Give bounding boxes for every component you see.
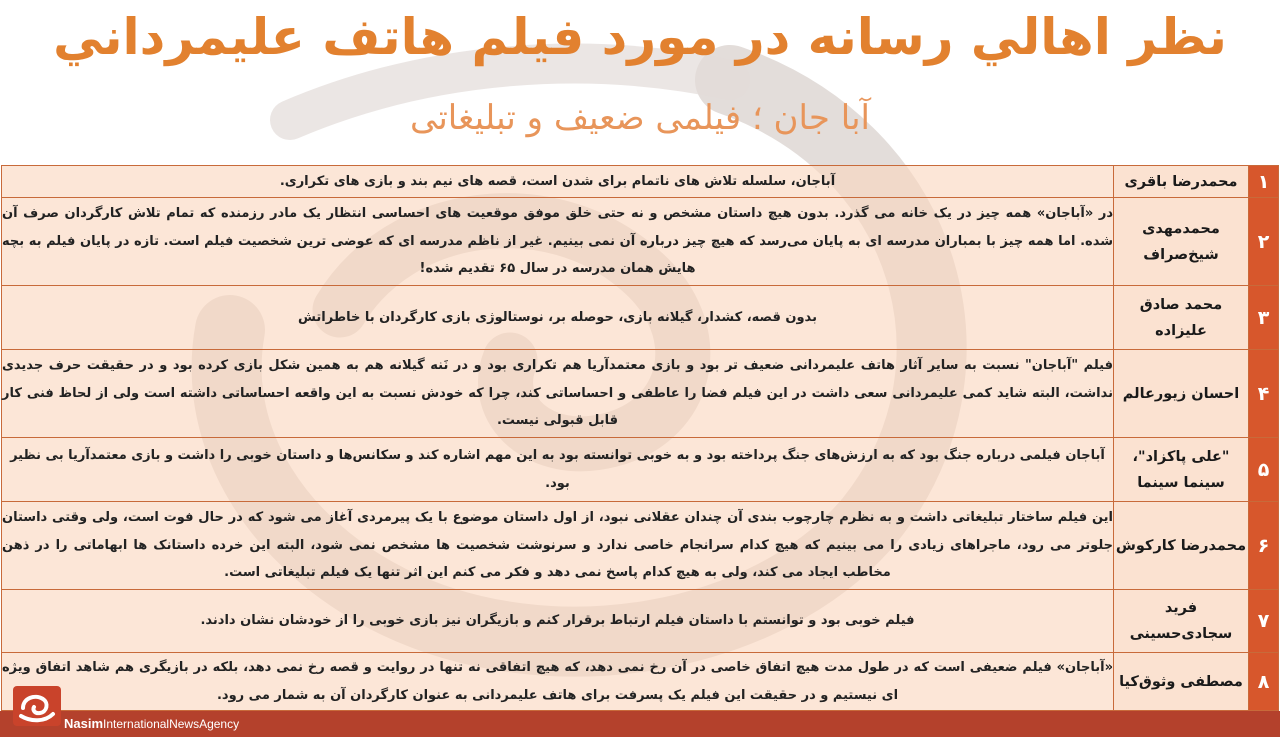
critic-opinion: بدون قصه، کشدار، گیلانه بازی، حوصله بر، نوستالوژی بازی کارگردان با خاطراتش bbox=[2, 286, 1114, 350]
critic-name: محمد صادق علیزاده bbox=[1114, 286, 1249, 350]
nasim-logo-icon bbox=[13, 686, 61, 726]
row-number: ۱ bbox=[1249, 166, 1279, 198]
table-row bbox=[2, 198, 1279, 286]
table-row bbox=[2, 286, 1279, 350]
table-row bbox=[2, 502, 1279, 590]
critic-opinion: آباجان فیلمی درباره جنگ بود که به ارزش‌های جنگ پرداخته بود و به خوبی توانسته بود به این مهم اشاره کند و سکانس‌ها و داستان خوبی را داشت و بازی معتمدآریا بی نظیر بود. bbox=[2, 438, 1114, 502]
row-number: ۳ bbox=[1249, 286, 1279, 350]
row-number: ۴ bbox=[1249, 350, 1279, 438]
row-number: ۲ bbox=[1249, 198, 1279, 286]
critic-name: احسان زیورعالم bbox=[1114, 350, 1249, 438]
table-row bbox=[2, 350, 1279, 438]
row-number: ۸ bbox=[1249, 653, 1279, 711]
table-row bbox=[2, 438, 1279, 502]
critic-name: فرید سجادی‌حسینی bbox=[1114, 590, 1249, 653]
opinions-table bbox=[1, 165, 1279, 711]
table-row bbox=[2, 166, 1279, 198]
agency-suffix: InternationalNewsAgency bbox=[103, 717, 240, 731]
page-subtitle: آبا جان ؛ فیلمی ضعیف و تبلیغاتی bbox=[410, 98, 870, 138]
critic-opinion: فیلم خوبی بود و توانستم با داستان فیلم ارتباط برقرار کنم و بازیگران نیز بازی خوبی را از خودشان نشان دادند. bbox=[2, 590, 1114, 653]
table-row bbox=[2, 590, 1279, 653]
agency-name bbox=[64, 716, 239, 732]
critic-name: محمدرضا کارکوش bbox=[1114, 502, 1249, 590]
table-row bbox=[2, 653, 1279, 711]
header bbox=[0, 0, 1280, 165]
row-number: ۵ bbox=[1249, 438, 1279, 502]
row-number: ۶ bbox=[1249, 502, 1279, 590]
critic-opinion: این فیلم ساختار تبلیغاتی داشت و به نظرم چارچوب بندی آن چندان عقلانی نبود، از اول داستان موضوع با یک پیرمردی آغاز می شود که در حال فوت است، ولی وقتی داستان جلوتر می رود، ماجراهای زیادی را می بینیم که هیچ کدام سرانجام خاصی ندارد و سرنوشت شخصیت ها مشخص نمی شود، البته این خرده داستانک ها ابهاماتی را در ذهن مخاطب ایجاد می کند، ولی به هیچ کدام پاسخ نمی دهد و فکر می کنم این اثر تنها یک فیلم تبلیغاتی است. bbox=[2, 502, 1114, 590]
critic-name: محمدمهدی شیخ‌صراف bbox=[1114, 198, 1249, 286]
row-number: ۷ bbox=[1249, 590, 1279, 653]
critic-opinion: در «آباجان» همه چیز در یک خانه می گذرد. بدون هیچ داستان مشخص و نه حتی خلق موفق موقعیت های احساسی انتظار یک مادر رزمنده که تمام تلاش کارگردان صرف آن شده. اما همه چیز با بمباران مدرسه ای به پایان می‌رسد که هیچ چیز درباره آن نمی بینیم. غیر از ناظم مدرسه ای که عوضی ترین شخصیت فیلم است. تازه در پایان فیلم به بچه هایش همان مدرسه در سال ۶۵ تقدیم شده! bbox=[2, 198, 1114, 286]
critic-opinion: فیلم "آباجان" نسبت به سایر آثار هاتف علیمردانی ضعیف تر بود و بازی معتمدآریا هم تکراری بود و در نَنه گیلانه هم به همین شکل بازی کرده بود و در حقیقت حرف جدیدی نداشت، البته شاید کمی علیمردانی سعی داشت در این فیلم فضا را عاطفی و احساساتی کند، چرا که خودش نسبت به این واقعه احساساتی داشته است ولی از لحاظ فنی کار قابل قبولی نیست. bbox=[2, 350, 1114, 438]
critic-name: محمدرضا باقری bbox=[1114, 166, 1249, 198]
critic-opinion: آباجان، سلسله تلاش های ناتمام برای شدن است، قصه های نیم بند و بازی های تکراری. bbox=[2, 166, 1114, 198]
critic-name: مصطفی وثوق‌کیا bbox=[1114, 653, 1249, 711]
agency-brand: Nasim bbox=[64, 716, 104, 731]
page-title: نظر اهالي رسانه در مورد فيلم هاتف عليمرداني bbox=[53, 8, 1227, 66]
critic-name: "علی پاکزاد"، سینما سینما bbox=[1114, 438, 1249, 502]
critic-opinion: «آباجان» فیلم ضعیفی است که در طول مدت هیچ اتفاق خاصی در آن رخ نمی دهد، که هیچ اتفاقی نه تنها در روایت و قصه رخ نمی دهد، بلکه در بازیگری هم شاهد اتفاق ویژه ای نیستیم و در حقیقت این فیلم یک پسرفت برای هاتف علیمردانی به عنوان کارگردان آن به شمار می رود. bbox=[2, 653, 1114, 711]
